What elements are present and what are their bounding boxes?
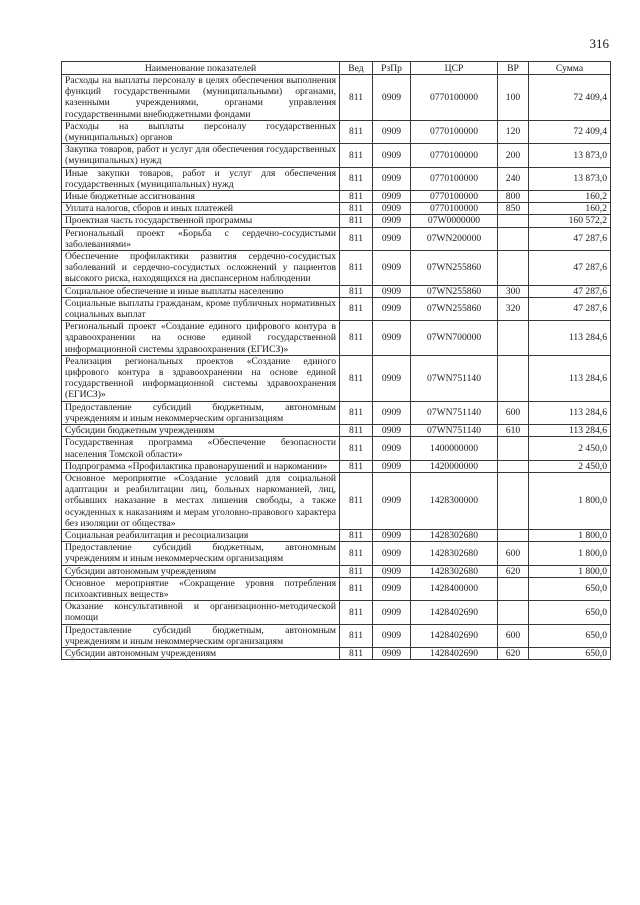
cell-rzpr: 0909 bbox=[373, 251, 411, 286]
cell-sum: 1 800,0 bbox=[529, 542, 611, 565]
table-row bbox=[62, 75, 611, 121]
cell-sum: 1 800,0 bbox=[529, 565, 611, 577]
cell-name: Расходы на выплаты персоналу в целях обеспечения выполнения функций государственными (муниципальными) органами, казенными учреждениями, органами управления государственными внебюджетными фондами bbox=[62, 75, 340, 121]
cell-rzpr: 0909 bbox=[373, 401, 411, 424]
cell-rzpr: 0909 bbox=[373, 437, 411, 460]
cell-name: Социальное обеспечение и иные выплаты населению bbox=[62, 285, 340, 297]
cell-vr: 620 bbox=[498, 647, 529, 659]
cell-rzpr: 0909 bbox=[373, 321, 411, 356]
cell-ved: 811 bbox=[340, 647, 373, 659]
cell-name: Региональный проект «Борьба с сердечно-сосудистыми заболеваниями» bbox=[62, 227, 340, 250]
header-name: Наименование показателей bbox=[62, 62, 340, 75]
cell-name: Основное мероприятие «Сокращение уровня потребления психоактивных веществ» bbox=[62, 577, 340, 600]
cell-vr bbox=[498, 437, 529, 460]
cell-vr bbox=[498, 529, 529, 541]
cell-sum: 13 873,0 bbox=[529, 167, 611, 190]
cell-sum: 47 287,6 bbox=[529, 285, 611, 297]
cell-name: Реализация региональных проектов «Создание единого цифрового контура в здравоохранении на основе единой государственной информационной системы здравоохранения (ЕГИСЗ)» bbox=[62, 355, 340, 401]
budget-table bbox=[61, 61, 611, 660]
cell-csr: 1420000000 bbox=[411, 460, 498, 472]
cell-rzpr: 0909 bbox=[373, 542, 411, 565]
cell-ved: 811 bbox=[340, 321, 373, 356]
cell-name: Субсидии бюджетным учреждениям bbox=[62, 425, 340, 437]
cell-rzpr: 0909 bbox=[373, 203, 411, 215]
cell-csr: 1428302680 bbox=[411, 542, 498, 565]
table-row bbox=[62, 460, 611, 472]
table-row bbox=[62, 203, 611, 215]
cell-csr: 07WN255860 bbox=[411, 297, 498, 320]
cell-sum: 113 284,6 bbox=[529, 425, 611, 437]
cell-vr bbox=[498, 227, 529, 250]
table-row bbox=[62, 624, 611, 647]
cell-csr: 07WN255860 bbox=[411, 251, 498, 286]
header-csr: ЦСР bbox=[411, 62, 498, 75]
cell-sum: 13 873,0 bbox=[529, 144, 611, 167]
cell-csr: 07WN751140 bbox=[411, 355, 498, 401]
cell-vr: 120 bbox=[498, 120, 529, 143]
cell-vr: 800 bbox=[498, 191, 529, 203]
cell-vr bbox=[498, 460, 529, 472]
table-row bbox=[62, 355, 611, 401]
cell-csr: 07W0000000 bbox=[411, 215, 498, 227]
table-row bbox=[62, 191, 611, 203]
cell-sum: 650,0 bbox=[529, 624, 611, 647]
cell-sum: 2 450,0 bbox=[529, 460, 611, 472]
table-row bbox=[62, 437, 611, 460]
cell-rzpr: 0909 bbox=[373, 191, 411, 203]
cell-name: Обеспечение профилактики развития сердечно-сосудистых заболеваний и сердечно-сосудистых осложнений у пациентов высокого риска, находящихся на диспансерном наблюдении bbox=[62, 251, 340, 286]
cell-ved: 811 bbox=[340, 120, 373, 143]
cell-name: Государственная программа «Обеспечение безопасности населения Томской области» bbox=[62, 437, 340, 460]
table-body bbox=[62, 75, 611, 660]
cell-ved: 811 bbox=[340, 251, 373, 286]
cell-rzpr: 0909 bbox=[373, 647, 411, 659]
cell-name: Предоставление субсидий бюджетным, автономным учреждениям и иным некоммерческим организациям bbox=[62, 542, 340, 565]
cell-sum: 160 572,2 bbox=[529, 215, 611, 227]
cell-name: Предоставление субсидий бюджетным, автономным учреждениям и иным некоммерческим организациям bbox=[62, 401, 340, 424]
table-row bbox=[62, 647, 611, 659]
table-row bbox=[62, 425, 611, 437]
cell-rzpr: 0909 bbox=[373, 577, 411, 600]
cell-sum: 1 800,0 bbox=[529, 472, 611, 529]
table-row bbox=[62, 577, 611, 600]
cell-rzpr: 0909 bbox=[373, 460, 411, 472]
cell-vr: 320 bbox=[498, 297, 529, 320]
table-row bbox=[62, 472, 611, 529]
cell-ved: 811 bbox=[340, 624, 373, 647]
table-header bbox=[62, 62, 611, 75]
cell-sum: 2 450,0 bbox=[529, 437, 611, 460]
cell-name: Закупка товаров, работ и услуг для обеспечения государственных (муниципальных) нужд bbox=[62, 144, 340, 167]
cell-vr: 620 bbox=[498, 565, 529, 577]
cell-name: Субсидии автономным учреждениям bbox=[62, 647, 340, 659]
cell-name: Проектная часть государственной программы bbox=[62, 215, 340, 227]
cell-csr: 1428302680 bbox=[411, 529, 498, 541]
cell-sum: 47 287,6 bbox=[529, 251, 611, 286]
cell-vr bbox=[498, 472, 529, 529]
cell-sum: 113 284,6 bbox=[529, 321, 611, 356]
cell-ved: 811 bbox=[340, 401, 373, 424]
cell-sum: 650,0 bbox=[529, 647, 611, 659]
cell-rzpr: 0909 bbox=[373, 285, 411, 297]
cell-csr: 07WN751140 bbox=[411, 425, 498, 437]
cell-rzpr: 0909 bbox=[373, 75, 411, 121]
cell-csr: 07WN200000 bbox=[411, 227, 498, 250]
header-row bbox=[62, 62, 611, 75]
cell-vr bbox=[498, 601, 529, 624]
cell-vr: 610 bbox=[498, 425, 529, 437]
table-row bbox=[62, 144, 611, 167]
cell-csr: 07WN255860 bbox=[411, 285, 498, 297]
cell-vr bbox=[498, 321, 529, 356]
table-row bbox=[62, 601, 611, 624]
cell-sum: 650,0 bbox=[529, 577, 611, 600]
cell-vr bbox=[498, 215, 529, 227]
cell-csr: 0770100000 bbox=[411, 203, 498, 215]
cell-ved: 811 bbox=[340, 425, 373, 437]
cell-sum: 72 409,4 bbox=[529, 75, 611, 121]
cell-rzpr: 0909 bbox=[373, 227, 411, 250]
cell-ved: 811 bbox=[340, 460, 373, 472]
table-row bbox=[62, 167, 611, 190]
cell-vr bbox=[498, 355, 529, 401]
cell-csr: 0770100000 bbox=[411, 120, 498, 143]
cell-name: Региональный проект «Создание единого цифрового контура в здравоохранении на основе единой государственной информационной системы здравоохранения (ЕГИСЗ)» bbox=[62, 321, 340, 356]
header-sum: Сумма bbox=[529, 62, 611, 75]
table-row bbox=[62, 227, 611, 250]
cell-sum: 113 284,6 bbox=[529, 401, 611, 424]
cell-rzpr: 0909 bbox=[373, 601, 411, 624]
cell-ved: 811 bbox=[340, 297, 373, 320]
cell-vr: 240 bbox=[498, 167, 529, 190]
table-row bbox=[62, 251, 611, 286]
cell-sum: 1 800,0 bbox=[529, 529, 611, 541]
cell-name: Субсидии автономным учреждениям bbox=[62, 565, 340, 577]
cell-rzpr: 0909 bbox=[373, 565, 411, 577]
cell-csr: 1428302680 bbox=[411, 565, 498, 577]
cell-rzpr: 0909 bbox=[373, 215, 411, 227]
table-row bbox=[62, 401, 611, 424]
table-row bbox=[62, 297, 611, 320]
cell-vr: 600 bbox=[498, 542, 529, 565]
cell-vr: 850 bbox=[498, 203, 529, 215]
cell-vr bbox=[498, 577, 529, 600]
cell-ved: 811 bbox=[340, 542, 373, 565]
cell-csr: 07WN751140 bbox=[411, 401, 498, 424]
table-row bbox=[62, 215, 611, 227]
cell-vr bbox=[498, 251, 529, 286]
cell-csr: 1400000000 bbox=[411, 437, 498, 460]
header-ved: Вед bbox=[340, 62, 373, 75]
table-row bbox=[62, 529, 611, 541]
cell-ved: 811 bbox=[340, 144, 373, 167]
cell-ved: 811 bbox=[340, 227, 373, 250]
cell-csr: 0770100000 bbox=[411, 144, 498, 167]
cell-name: Социальные выплаты гражданам, кроме публичных нормативных социальных выплат bbox=[62, 297, 340, 320]
cell-ved: 811 bbox=[340, 285, 373, 297]
cell-name: Уплата налогов, сборов и иных платежей bbox=[62, 203, 340, 215]
cell-csr: 0770100000 bbox=[411, 75, 498, 121]
cell-rzpr: 0909 bbox=[373, 624, 411, 647]
cell-rzpr: 0909 bbox=[373, 167, 411, 190]
cell-rzpr: 0909 bbox=[373, 144, 411, 167]
cell-csr: 1428300000 bbox=[411, 472, 498, 529]
cell-sum: 160,2 bbox=[529, 191, 611, 203]
cell-ved: 811 bbox=[340, 355, 373, 401]
cell-csr: 0770100000 bbox=[411, 167, 498, 190]
cell-rzpr: 0909 bbox=[373, 355, 411, 401]
cell-rzpr: 0909 bbox=[373, 297, 411, 320]
cell-sum: 47 287,6 bbox=[529, 227, 611, 250]
cell-csr: 1428402690 bbox=[411, 624, 498, 647]
cell-rzpr: 0909 bbox=[373, 425, 411, 437]
cell-ved: 811 bbox=[340, 472, 373, 529]
cell-vr: 100 bbox=[498, 75, 529, 121]
cell-name: Предоставление субсидий бюджетным, автономным учреждениям и иным некоммерческим организациям bbox=[62, 624, 340, 647]
cell-csr: 1428402690 bbox=[411, 601, 498, 624]
cell-ved: 811 bbox=[340, 191, 373, 203]
table-row bbox=[62, 120, 611, 143]
cell-ved: 811 bbox=[340, 577, 373, 600]
header-rzpr: РзПр bbox=[373, 62, 411, 75]
cell-sum: 72 409,4 bbox=[529, 120, 611, 143]
cell-ved: 811 bbox=[340, 565, 373, 577]
cell-ved: 811 bbox=[340, 437, 373, 460]
cell-name: Оказание консультативной и организационно-методической помощи bbox=[62, 601, 340, 624]
cell-rzpr: 0909 bbox=[373, 529, 411, 541]
cell-rzpr: 0909 bbox=[373, 472, 411, 529]
cell-vr: 200 bbox=[498, 144, 529, 167]
cell-vr: 300 bbox=[498, 285, 529, 297]
page-number: 316 bbox=[589, 36, 609, 51]
cell-sum: 113 284,6 bbox=[529, 355, 611, 401]
cell-vr: 600 bbox=[498, 401, 529, 424]
table-row bbox=[62, 542, 611, 565]
cell-ved: 811 bbox=[340, 215, 373, 227]
cell-csr: 1428400000 bbox=[411, 577, 498, 600]
cell-name: Подпрограмма «Профилактика правонарушений и наркомании» bbox=[62, 460, 340, 472]
cell-vr: 600 bbox=[498, 624, 529, 647]
cell-name: Иные закупки товаров, работ и услуг для обеспечения государственных (муниципальных) нужд bbox=[62, 167, 340, 190]
cell-ved: 811 bbox=[340, 167, 373, 190]
cell-rzpr: 0909 bbox=[373, 120, 411, 143]
cell-ved: 811 bbox=[340, 75, 373, 121]
cell-name: Иные бюджетные ассигнования bbox=[62, 191, 340, 203]
cell-ved: 811 bbox=[340, 601, 373, 624]
cell-name: Основное мероприятие «Создание условий для социальной адаптации и реабилитации лиц, больных наркоманией, лиц, отбывших наказание в местах лишения свободы, а также осужденных к наказаниям и мерам уголовно-правового характера без изоляции от общества» bbox=[62, 472, 340, 529]
cell-name: Социальная реабилитация и ресоциализация bbox=[62, 529, 340, 541]
cell-csr: 0770100000 bbox=[411, 191, 498, 203]
table-row bbox=[62, 321, 611, 356]
table-row bbox=[62, 565, 611, 577]
cell-csr: 1428402690 bbox=[411, 647, 498, 659]
table-row bbox=[62, 285, 611, 297]
cell-sum: 47 287,6 bbox=[529, 297, 611, 320]
cell-ved: 811 bbox=[340, 203, 373, 215]
cell-sum: 160,2 bbox=[529, 203, 611, 215]
cell-name: Расходы на выплаты персоналу государственных (муниципальных) органов bbox=[62, 120, 340, 143]
cell-ved: 811 bbox=[340, 529, 373, 541]
cell-sum: 650,0 bbox=[529, 601, 611, 624]
cell-csr: 07WN700000 bbox=[411, 321, 498, 356]
header-vr: ВР bbox=[498, 62, 529, 75]
